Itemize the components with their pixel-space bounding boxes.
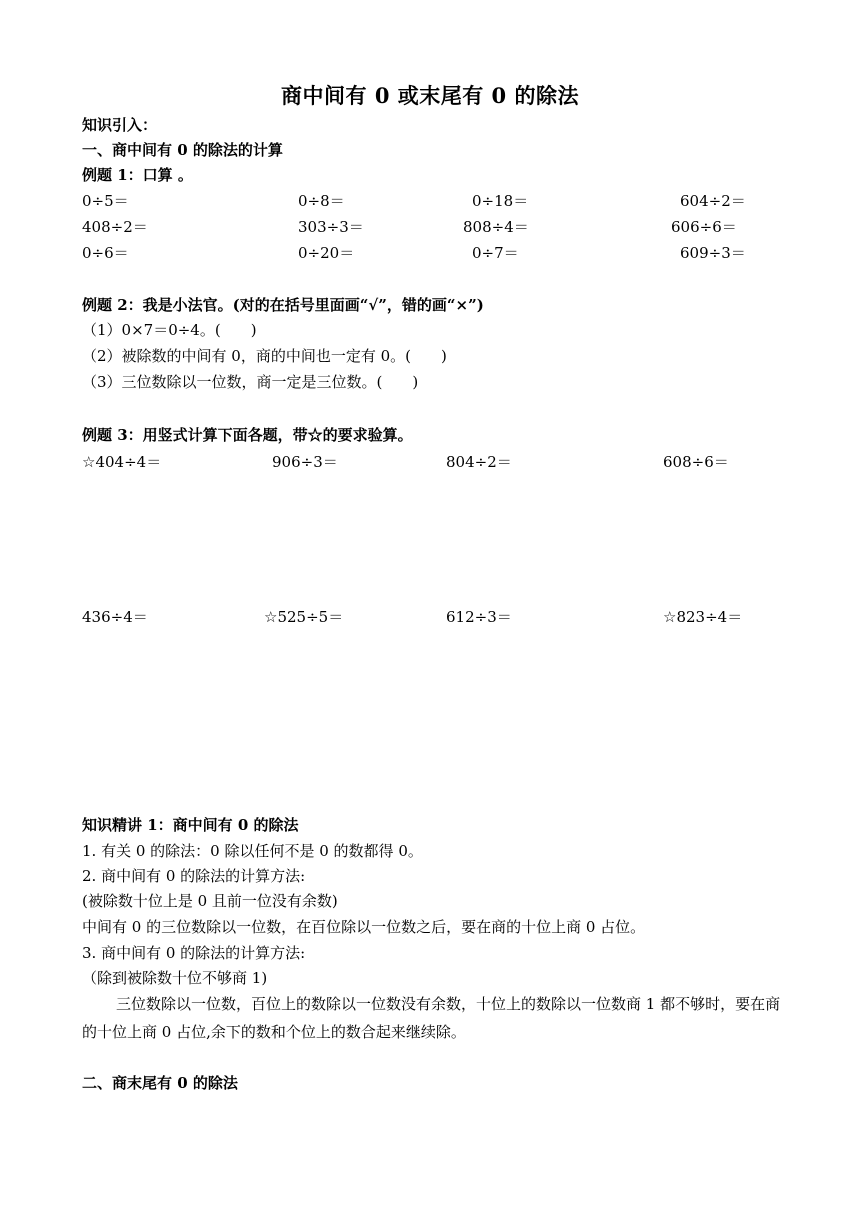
oral-problem: 808÷4＝ — [463, 218, 529, 236]
vertical-problem: ☆525÷5＝ — [264, 608, 344, 626]
knowledge-note: （除到被除数十位不够商 1) — [82, 969, 268, 987]
oral-problem: 0÷20＝ — [298, 244, 355, 262]
section2-heading: 二、商末尾有 0 的除法 — [82, 1074, 238, 1092]
oral-problem: 0÷6＝ — [82, 244, 129, 262]
vertical-problem: ☆823÷4＝ — [663, 608, 743, 626]
knowledge-point: 3. 商中间有 0 的除法的计算方法: — [82, 944, 306, 962]
knowledge-paragraph: 三位数除以一位数，百位上的数除以一位数没有余数，十位上的数除以一位数商 1 都不够时，要在商的十位上商 0 占位,余下的数和个位上的数合起来继续除。 — [82, 995, 781, 1041]
oral-problem: 0÷8＝ — [298, 192, 345, 210]
judge-item: （3）三位数除以一位数，商一定是三位数。( ) — [82, 373, 419, 391]
section1-heading: 一、商中间有 0 的除法的计算 — [82, 141, 283, 159]
knowledge-text: 中间有 0 的三位数除以一位数，在百位除以一位数之后，要在商的十位上商 0 占位。 — [82, 918, 646, 936]
vertical-problem: ☆404÷4＝ — [82, 453, 162, 471]
vertical-problem: 804÷2＝ — [446, 453, 512, 471]
oral-problem: 303÷3＝ — [298, 218, 364, 236]
knowledge-note: (被除数十位上是 0 且前一位没有余数) — [82, 892, 338, 910]
vertical-problem: 612÷3＝ — [446, 608, 512, 626]
knowledge-point: 1. 有关 0 的除法：0 除以任何不是 0 的数都得 0。 — [82, 842, 423, 860]
vertical-problem: 906÷3＝ — [272, 453, 338, 471]
oral-problem: 604÷2＝ — [680, 192, 746, 210]
example1-heading: 例题 1：口算 。 — [82, 166, 193, 184]
judge-item: （2）被除数的中间有 0，商的中间也一定有 0。( ) — [82, 347, 447, 365]
vertical-problem: 608÷6＝ — [663, 453, 729, 471]
vertical-problem: 436÷4＝ — [82, 608, 148, 626]
oral-problem: 0÷5＝ — [82, 192, 129, 210]
knowledge-heading: 知识精讲 1：商中间有 0 的除法 — [82, 816, 299, 834]
oral-problem: 0÷7＝ — [472, 244, 519, 262]
knowledge-point: 2. 商中间有 0 的除法的计算方法: — [82, 867, 306, 885]
oral-problem: 609÷3＝ — [680, 244, 746, 262]
oral-problem: 408÷2＝ — [82, 218, 148, 236]
oral-problem: 0÷18＝ — [472, 192, 529, 210]
judge-item: （1）0×7＝0÷4。( ) — [82, 321, 257, 339]
oral-problem: 606÷6＝ — [671, 218, 737, 236]
example3-heading: 例题 3：用竖式计算下面各题，带☆的要求验算。 — [82, 426, 413, 444]
example2-heading: 例题 2：我是小法官。(对的在括号里面画“√”，错的画“×”) — [82, 296, 484, 314]
page-title: 商中间有 0 或末尾有 0 的除法 — [281, 83, 579, 108]
intro-label: 知识引入： — [82, 116, 158, 134]
